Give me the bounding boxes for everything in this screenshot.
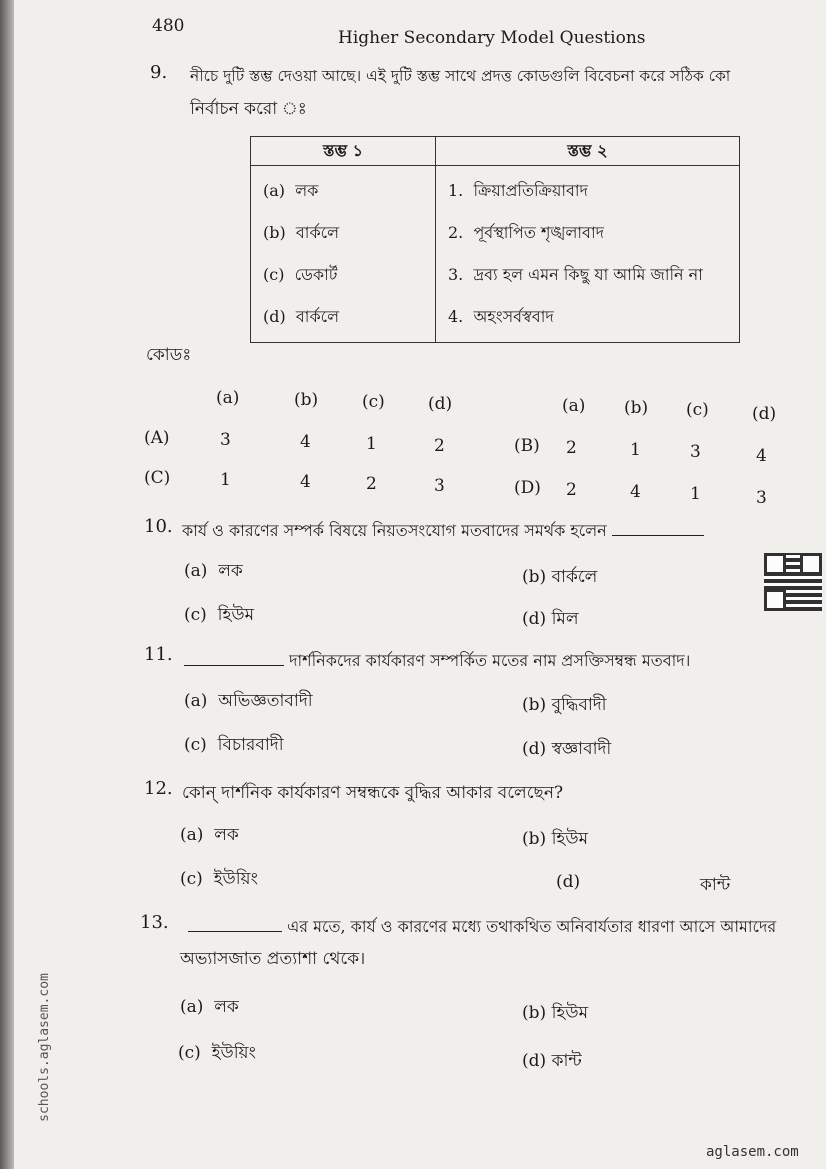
code-option-label: (D) [514, 478, 541, 498]
code-value: 3 [434, 476, 445, 496]
answer-blank [184, 665, 284, 666]
book-spine-shadow [0, 0, 14, 1169]
page-number: 480 [152, 16, 185, 36]
table-column [251, 166, 436, 343]
code-value: 1 [630, 440, 641, 460]
list-item: 1. ক্রিয়াপ্রতিক্রিয়াবাদ [448, 181, 588, 200]
answer-blank [188, 931, 282, 932]
code-header: (d) [428, 394, 453, 414]
option-c: (c) ইউয়িং [180, 869, 258, 889]
question-text: অভ্যাসজাত প্রত্যাশা থেকে। [180, 949, 366, 969]
code-header: (d) [752, 404, 777, 424]
code-value: 4 [300, 432, 311, 452]
code-value: 4 [300, 472, 311, 492]
question-number: 11. [144, 644, 173, 665]
option-c: (c) বিচারবাদী [184, 735, 284, 755]
code-header: (c) [362, 392, 385, 412]
corner-watermark: aglasem.com [706, 1144, 799, 1160]
code-header: (b) [294, 390, 319, 410]
table-header: স্তম্ভ ১ [251, 137, 436, 166]
code-value: 1 [220, 470, 231, 490]
question-number: 13. [140, 912, 169, 933]
option-b: (b) বুদ্ধিবাদী [522, 695, 607, 715]
list-item: (c) ডেকার্ট [263, 265, 338, 284]
side-watermark: schools.aglasem.com [36, 973, 52, 1122]
list-item: 2. পূর্বস্থাপিত শৃঙ্খলাবাদ [448, 223, 605, 242]
code-value: 2 [366, 474, 377, 494]
code-option-label: (C) [144, 468, 171, 488]
qr-code-icon [764, 553, 822, 611]
list-item: 4. অহংসর্বস্ববাদ [448, 307, 554, 326]
table-column [436, 166, 740, 343]
option-a: (a) অভিজ্ঞতাবাদী [184, 691, 313, 711]
option-d: (d) স্বজ্ঞাবাদী [522, 739, 612, 759]
option-d-text: কান্ট [700, 875, 731, 895]
code-value: 3 [690, 442, 701, 462]
code-value: 2 [566, 438, 577, 458]
option-b: (b) হিউম [522, 829, 589, 849]
code-header: (a) [562, 396, 586, 416]
code-header: (a) [216, 388, 240, 408]
list-item: (a) লক [263, 181, 319, 200]
code-value: 1 [366, 434, 377, 454]
question-number: 10. [144, 516, 173, 537]
answer-blank [612, 535, 704, 536]
question-text: নির্বাচন করো ঃ [190, 99, 307, 119]
code-value: 4 [756, 446, 767, 466]
code-header: (c) [686, 400, 709, 420]
list-item: (d) বার্কলে [263, 307, 339, 326]
code-value: 1 [690, 484, 701, 504]
question-number: 9. [150, 62, 168, 83]
option-d: (d) মিল [522, 609, 579, 629]
option-d-label: (d) [556, 872, 581, 892]
option-c: (c) হিউম [184, 605, 255, 625]
code-value: 3 [756, 488, 767, 508]
code-header: (b) [624, 398, 649, 418]
code-label: কোডঃ [146, 345, 192, 365]
list-item: (b) বার্কলে [263, 223, 339, 242]
table-header: স্তম্ভ ২ [436, 137, 740, 166]
question-number: 12. [144, 778, 173, 799]
option-b: (b) বার্কলে [522, 567, 598, 587]
option-a: (a) লক [180, 825, 239, 845]
question-text: কোন্ দার্শনিক কার্যকারণ সম্বন্ধকে বুদ্ধির আকার বলেছেন? [182, 783, 564, 803]
code-value: 3 [220, 430, 231, 450]
code-option-label: (B) [514, 436, 540, 456]
code-value: 2 [434, 436, 445, 456]
option-d: (d) কান্ট [522, 1051, 582, 1071]
match-table [250, 136, 740, 343]
running-header: Higher Secondary Model Questions [338, 28, 646, 48]
option-a: (a) লক [180, 997, 239, 1017]
option-c: (c) ইউয়িং [178, 1043, 256, 1063]
code-value: 2 [566, 480, 577, 500]
code-option-label: (A) [144, 428, 170, 448]
question-text: কার্য ও কারণের সম্পর্ক বিষয়ে নিয়তসংযোগ মতবাদের সমর্থক হলেন [182, 518, 704, 545]
question-text: নীচে দুটি স্তম্ভ দেওয়া আছে। এই দুটি স্তম্ভ সাথে প্রদত্ত কোডগুলি বিবেচনা করে সঠিক কো [190, 67, 731, 85]
option-b: (b) হিউম [522, 1003, 589, 1023]
question-text: দার্শনিকদের কার্যকারণ সম্পর্কিত মতের নাম প্রসক্তিসম্বন্ধ মতবাদ। [184, 648, 690, 675]
list-item: 3. দ্রব্য হল এমন কিছু যা আমি জানি না [448, 265, 703, 284]
question-text: এর মতে, কার্য ও কারণের মধ্যে তথাকথিত অনিবার্যতার ধারণা আসে আমাদের [188, 914, 776, 941]
option-a: (a) লক [184, 561, 243, 581]
code-value: 4 [630, 482, 641, 502]
